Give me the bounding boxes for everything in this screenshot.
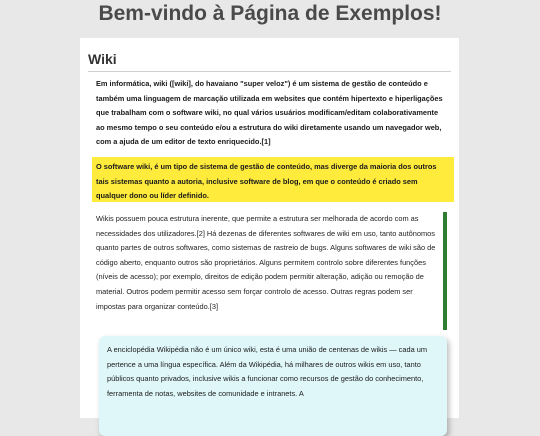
note-paragraph: Wikis possuem pouca estrutura inerente, que permite a estrutura ser melhorada de acordo com as necessidades dos utilizadores.[2] Há dezenas de diferentes softwares de wiki em uso, tanto autônomos quanto partes de outros softwares, como sistemas de rastreio de bugs. Alguns softwares de wiki são de código aberto, enquanto outros são proprietários. Alguns permitem controlo sobre diferentes funções (níveis de acesso); por exemplo, direitos de edição podem permitir alteração, adição ou remoção de material. Outros podem permitir acesso sem forçar controlo de acesso. Outras regras podem ser impostas para organizar conteúdo.[3] <box>96 214 436 311</box>
info-paragraph: A enciclopédia Wikipédia não é um único wiki, esta é uma união de centenas de wikis — cada um pertence a uma língua específica. Além da Wikipédia, há milhares de outros wikis em uso, tanto públicos quanto privados, inclusive wikis a funcionar como recursos de gestão do conhecimento, ferramenta de notas, websites de comunidade e intranets. A <box>107 345 428 398</box>
page-title: Bem-vindo à Página de Exemplos! <box>98 2 442 25</box>
content-card <box>80 38 459 418</box>
intro-paragraph: Em informática, wiki ([wiki], do havaiano "super veloz") é um sistema de gestão de conteúdo e também uma linguagem de marcação utilizada em websites que contém hipertexto e hiperligações que trabalham com o software wiki, no qual vários usuários modificam/editam colaborativamente ao mesmo tempo o seu conteúdo e/ou a estrutura do wiki diretamente usando um navegador web, com a ajuda de um editor de texto enriquecido.[1] <box>96 79 443 147</box>
highlight-paragraph: O software wiki, é um tipo de sistema de gestão de conteúdo, mas diverge da maioria dos outros tais sistemas quanto a autoria, inclusive software de blog, em que o conteúdo é criado sem qualquer dono ou líder definido. <box>96 162 437 201</box>
note-box <box>92 212 447 330</box>
info-box <box>99 336 447 436</box>
section-heading: Wiki <box>88 50 451 72</box>
highlight-box <box>92 157 454 202</box>
